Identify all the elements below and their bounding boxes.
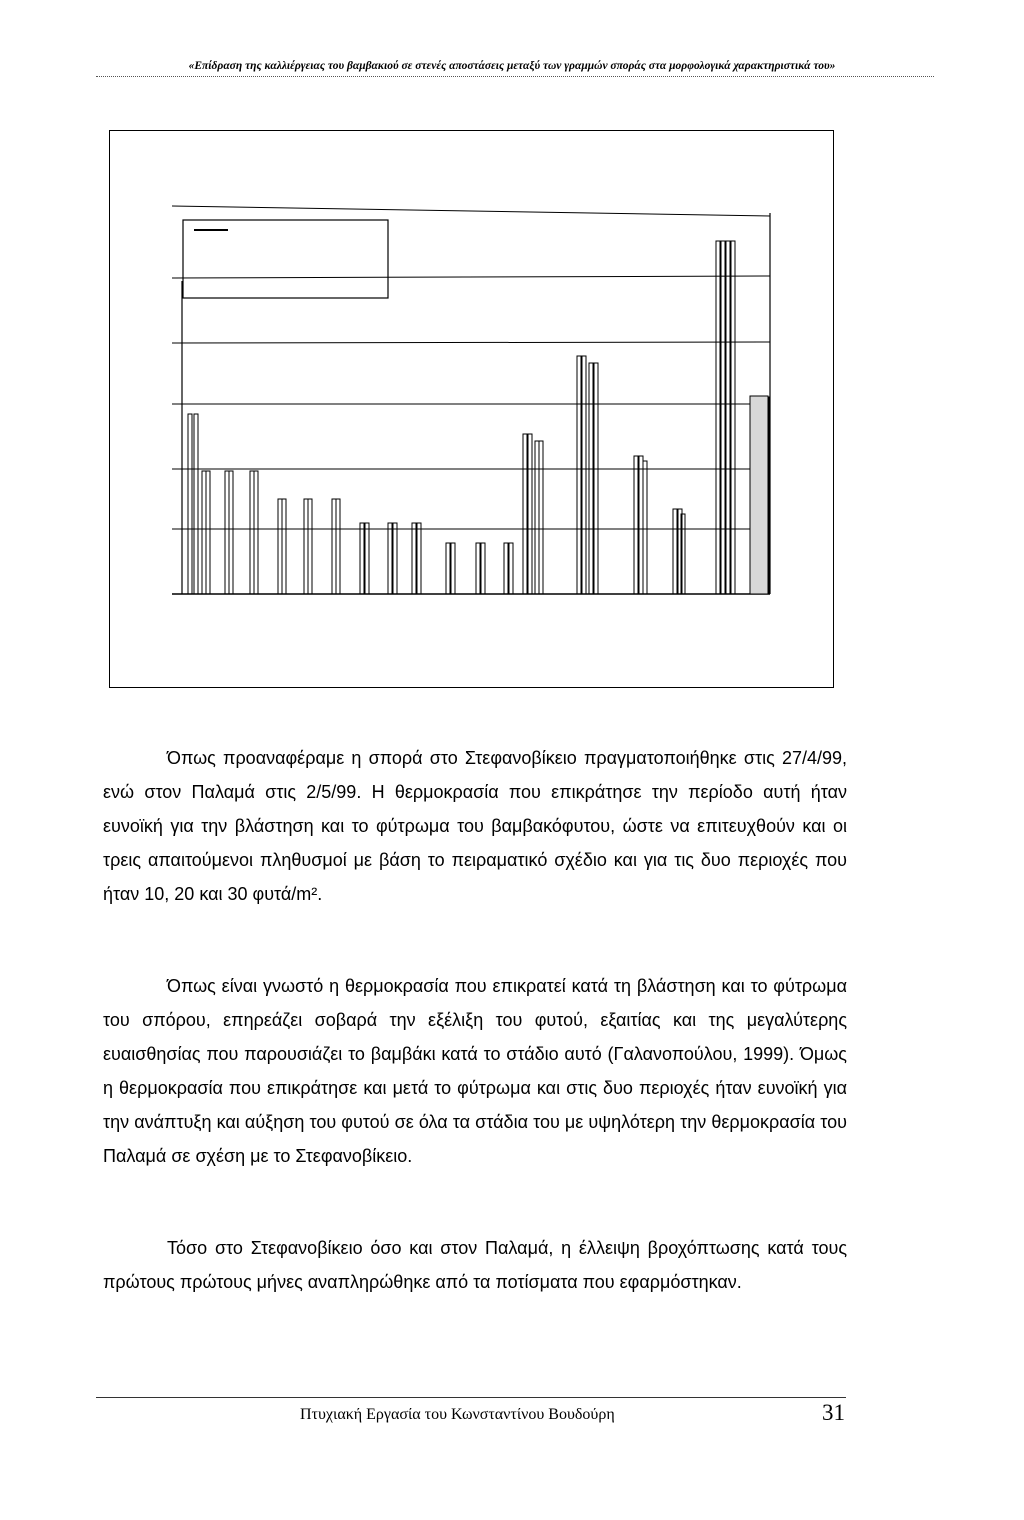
gridline xyxy=(172,206,770,216)
footer-rule xyxy=(96,1397,846,1398)
bar xyxy=(509,543,513,594)
bar xyxy=(229,471,233,594)
bar xyxy=(539,441,543,594)
bar-figure-graphic xyxy=(110,131,835,689)
bar xyxy=(634,456,638,594)
bar xyxy=(412,523,416,594)
bar xyxy=(535,441,539,594)
bar xyxy=(278,499,282,594)
bar xyxy=(589,363,593,594)
bar xyxy=(282,499,286,594)
footer-author: Πτυχιακή Εργασία του Κωνσταντίνου Βουδούρη xyxy=(300,1406,615,1423)
bar xyxy=(639,456,643,594)
bar xyxy=(202,471,206,594)
header-rule xyxy=(96,76,934,77)
bar xyxy=(254,471,258,594)
bar xyxy=(417,523,421,594)
bar xyxy=(451,543,455,594)
bar xyxy=(726,241,730,594)
bar xyxy=(481,543,485,594)
paragraph-2 xyxy=(103,969,847,1173)
bar xyxy=(750,396,768,594)
paragraph-1 xyxy=(103,741,847,911)
bar xyxy=(716,241,720,594)
bar xyxy=(365,523,369,594)
bar xyxy=(332,499,336,594)
bar xyxy=(308,499,312,594)
bar xyxy=(336,499,340,594)
bar xyxy=(206,471,210,594)
figure-frame xyxy=(109,130,834,688)
bar xyxy=(250,471,254,594)
bar xyxy=(577,356,581,594)
paragraph-2-text: Όπως είναι γνωστό η θερμοκρασία που επικρατεί κατά τη βλάστηση και το φύτρωμα του σπόρου, επηρεάζει σοβαρά την εξέλιξη του φυτού, εξαιτίας και της μεγαλύτερης ευαισθησίας που παρουσιάζει το βαμβάκι κατά το στάδιο αυτό (Γαλανοπούλου, 1999). Όμως η θερμοκρασία που επικράτησε και μετά το φύτρωμα και στις δυο περιοχές ήταν ευνοϊκή για την ανάπτυξη και αύξηση του φυτού σε όλα τα στάδια του με υψηλότερη την θερμοκρασία του Παλαμά σε σχέση με το Στεφανοβίκειο. xyxy=(103,976,847,1166)
bar xyxy=(523,434,527,594)
bar xyxy=(582,356,586,594)
bar xyxy=(393,523,397,594)
paragraph-1-text: Όπως προαναφέραμε η σπορά στο Στεφανοβίκειο πραγματοποιήθηκε στις 27/4/99, ενώ στον Παλαμά στις 2/5/99. Η θερμοκρασία που επικράτησε την περίοδο αυτή ήταν ευνοϊκή για την βλάστηση και το φύτρωμα του βαμβακόφυτου, ώστε να επιτευχθούν και οι τρεις απαιτούμενοι πληθυσμοί με βάση το πειραματικό σχέδιο και για τις δυο περιοχές που ήταν 10, 20 και 30 φυτά/m². xyxy=(103,748,847,904)
gridline xyxy=(172,342,770,343)
bar xyxy=(528,434,532,594)
bar xyxy=(731,241,735,594)
legend-box xyxy=(183,220,388,298)
paragraph-3 xyxy=(103,1231,847,1299)
bar xyxy=(594,363,598,594)
bar xyxy=(446,543,450,594)
paragraph-3-text: Τόσο στο Στεφανοβίκειο όσο και στον Παλαμά, η έλλειψη βροχόπτωσης κατά τους πρώτους πρώτους μήνες αναπληρώθηκε από τα ποτίσματα που εφαρμόστηκαν. xyxy=(103,1238,847,1292)
bar xyxy=(304,499,308,594)
bar xyxy=(188,414,192,594)
gridline xyxy=(172,276,770,278)
bar xyxy=(673,509,677,594)
bar xyxy=(504,543,508,594)
bar xyxy=(721,241,725,594)
page-number: 31 xyxy=(822,1400,845,1425)
bar xyxy=(476,543,480,594)
bar xyxy=(194,414,198,594)
bar xyxy=(643,461,647,594)
bar xyxy=(388,523,392,594)
bar xyxy=(360,523,364,594)
bar xyxy=(225,471,229,594)
running-header: «Επίδραση της καλλιέργειας του βαμβακιού σε στενές αποστάσεις μεταξύ των γραμμών σποράς στα μορφολογικά χαρακτηριστικά του» xyxy=(188,60,836,72)
